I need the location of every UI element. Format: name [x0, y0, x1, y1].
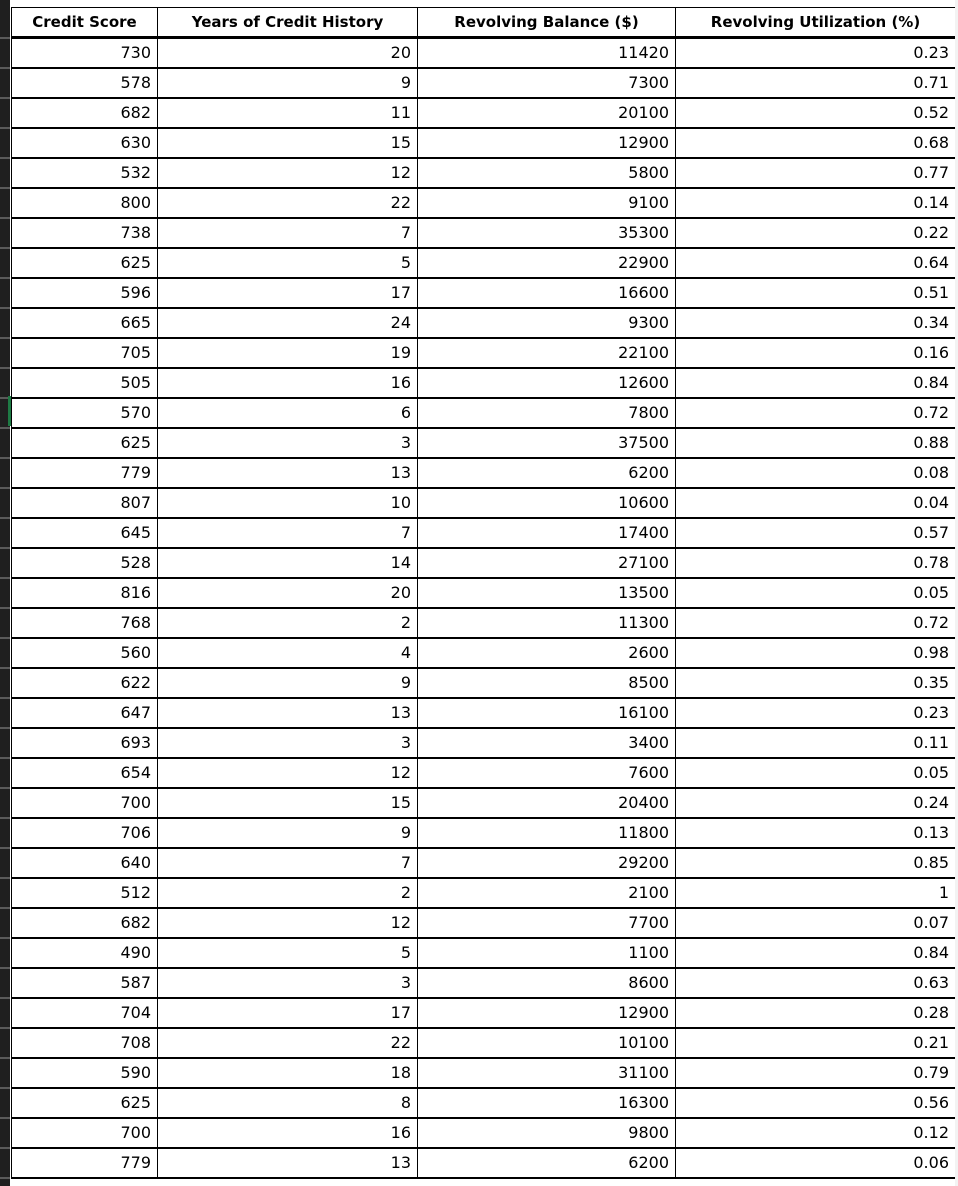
cell-revolving-balance[interactable]: 16600: [418, 278, 676, 308]
cell-revolving-utilization[interactable]: 0.28: [676, 998, 956, 1028]
table-row: [12, 458, 956, 488]
cell-credit-score[interactable]: 590: [12, 1058, 158, 1088]
cell-years-credit-history[interactable]: 12: [158, 908, 418, 938]
cell-credit-score[interactable]: 570: [12, 398, 158, 428]
header-row: [12, 8, 956, 38]
table-row: [12, 908, 956, 938]
cell-revolving-balance[interactable]: 7300: [418, 68, 676, 98]
cell-revolving-balance[interactable]: 12600: [418, 368, 676, 398]
table-row: [12, 638, 956, 668]
cell-credit-score[interactable]: 705: [12, 338, 158, 368]
row-separator: [0, 547, 10, 549]
cell-revolving-utilization[interactable]: 0.72: [676, 608, 956, 638]
cell-revolving-balance[interactable]: 12900: [418, 998, 676, 1028]
table-row: [12, 1118, 956, 1148]
cell-credit-score[interactable]: 682: [12, 908, 158, 938]
table-row: [12, 488, 956, 518]
cell-revolving-balance[interactable]: 8600: [418, 968, 676, 998]
cell-revolving-utilization[interactable]: 0.52: [676, 98, 956, 128]
cell-revolving-utilization[interactable]: 0.12: [676, 1118, 956, 1148]
cell-revolving-utilization[interactable]: 0.51: [676, 278, 956, 308]
cell-revolving-balance[interactable]: 13500: [418, 578, 676, 608]
table-row: [12, 608, 956, 638]
cell-credit-score[interactable]: 587: [12, 968, 158, 998]
row-separator: [0, 877, 10, 879]
cell-revolving-balance[interactable]: 22900: [418, 248, 676, 278]
cell-revolving-utilization[interactable]: 0.71: [676, 68, 956, 98]
cell-credit-score[interactable]: 596: [12, 278, 158, 308]
row-separator: [0, 667, 10, 669]
table-row: [12, 248, 956, 278]
row-separator: [0, 307, 10, 309]
cell-revolving-balance[interactable]: 8500: [418, 668, 676, 698]
cell-credit-score[interactable]: 704: [12, 998, 158, 1028]
cell-years-credit-history[interactable]: 20: [158, 38, 418, 69]
table-row: [12, 1088, 956, 1118]
cell-credit-score[interactable]: 738: [12, 218, 158, 248]
table-row: [12, 548, 956, 578]
cell-credit-score[interactable]: 528: [12, 548, 158, 578]
cell-credit-score[interactable]: 693: [12, 728, 158, 758]
table-row: [12, 398, 956, 428]
row-header-gutter[interactable]: [0, 0, 10, 1186]
cell-revolving-balance[interactable]: 37500: [418, 428, 676, 458]
table-row: [12, 68, 956, 98]
row-separator: [0, 1027, 10, 1029]
row-separator: [0, 367, 10, 369]
cell-revolving-utilization[interactable]: 0.05: [676, 758, 956, 788]
cell-revolving-utilization[interactable]: 0.84: [676, 368, 956, 398]
cell-revolving-utilization[interactable]: 0.72: [676, 398, 956, 428]
cell-revolving-balance[interactable]: 6200: [418, 1148, 676, 1178]
table-row: [12, 788, 956, 818]
cell-credit-score[interactable]: 625: [12, 248, 158, 278]
cell-revolving-balance[interactable]: 20400: [418, 788, 676, 818]
cell-credit-score[interactable]: 560: [12, 638, 158, 668]
cell-revolving-utilization[interactable]: 0.64: [676, 248, 956, 278]
header-revolving-utilization[interactable]: Revolving Utilization (%): [676, 8, 956, 38]
cell-years-credit-history[interactable]: 15: [158, 788, 418, 818]
cell-years-credit-history[interactable]: 12: [158, 158, 418, 188]
cell-revolving-balance[interactable]: 17400: [418, 518, 676, 548]
cell-credit-score[interactable]: 700: [12, 1118, 158, 1148]
cell-credit-score[interactable]: 505: [12, 368, 158, 398]
row-separator: [0, 457, 10, 459]
cell-revolving-utilization[interactable]: 0.85: [676, 848, 956, 878]
cell-years-credit-history[interactable]: 19: [158, 338, 418, 368]
table-row: [12, 278, 956, 308]
table-row: [12, 38, 956, 69]
header-revolving-balance[interactable]: Revolving Balance ($): [418, 8, 676, 38]
table-row: [12, 518, 956, 548]
cell-credit-score[interactable]: 532: [12, 158, 158, 188]
cell-revolving-balance[interactable]: 11420: [418, 38, 676, 69]
cell-years-credit-history[interactable]: 13: [158, 458, 418, 488]
cell-revolving-utilization[interactable]: 0.21: [676, 1028, 956, 1058]
row-separator: [0, 757, 10, 759]
table-row: [12, 668, 956, 698]
cell-credit-score[interactable]: 779: [12, 1148, 158, 1178]
cell-credit-score[interactable]: 706: [12, 818, 158, 848]
cell-revolving-utilization[interactable]: 0.23: [676, 38, 956, 69]
table-row: [12, 128, 956, 158]
table-row: [12, 848, 956, 878]
row-separator: [0, 997, 10, 999]
cell-credit-score[interactable]: 578: [12, 68, 158, 98]
cell-years-credit-history[interactable]: 5: [158, 248, 418, 278]
row-separator: [0, 727, 10, 729]
cell-years-credit-history[interactable]: 17: [158, 278, 418, 308]
cell-revolving-utilization[interactable]: 0.34: [676, 308, 956, 338]
cell-credit-score[interactable]: 645: [12, 518, 158, 548]
cell-years-credit-history[interactable]: 22: [158, 1028, 418, 1058]
cell-credit-score[interactable]: 665: [12, 308, 158, 338]
cell-revolving-balance[interactable]: 10100: [418, 1028, 676, 1058]
cell-revolving-utilization[interactable]: 0.24: [676, 788, 956, 818]
table-body: [12, 38, 956, 1179]
table-row: [12, 1028, 956, 1058]
table-row: [12, 698, 956, 728]
row-separator: [0, 1147, 10, 1149]
row-separator: [0, 67, 10, 69]
cell-years-credit-history[interactable]: 4: [158, 638, 418, 668]
cell-revolving-utilization[interactable]: 0.56: [676, 1088, 956, 1118]
cell-years-credit-history[interactable]: 6: [158, 398, 418, 428]
row-separator: [0, 97, 10, 99]
cell-revolving-utilization[interactable]: 0.57: [676, 518, 956, 548]
row-separator: [0, 1117, 10, 1119]
cell-years-credit-history[interactable]: 2: [158, 878, 418, 908]
cell-revolving-balance[interactable]: 3400: [418, 728, 676, 758]
row-separator: [0, 517, 10, 519]
row-separator: [0, 787, 10, 789]
cell-years-credit-history[interactable]: 16: [158, 1118, 418, 1148]
table-row: [12, 818, 956, 848]
cell-credit-score[interactable]: 625: [12, 428, 158, 458]
row-separator: [0, 907, 10, 909]
cell-years-credit-history[interactable]: 14: [158, 548, 418, 578]
cell-credit-score[interactable]: 779: [12, 458, 158, 488]
row-separator: [0, 607, 10, 609]
cell-years-credit-history[interactable]: 17: [158, 998, 418, 1028]
table-row: [12, 218, 956, 248]
cell-revolving-balance[interactable]: 2100: [418, 878, 676, 908]
data-table: [11, 7, 956, 1179]
row-separator: [0, 637, 10, 639]
cell-credit-score[interactable]: 630: [12, 128, 158, 158]
table-row: [12, 728, 956, 758]
cell-years-credit-history[interactable]: 15: [158, 128, 418, 158]
header-credit-score[interactable]: Credit Score: [12, 8, 158, 38]
cell-revolving-balance[interactable]: 12900: [418, 128, 676, 158]
cell-revolving-balance[interactable]: 5800: [418, 158, 676, 188]
cell-revolving-balance[interactable]: 7700: [418, 908, 676, 938]
cell-years-credit-history[interactable]: 16: [158, 368, 418, 398]
cell-years-credit-history[interactable]: 8: [158, 1088, 418, 1118]
cell-credit-score[interactable]: 647: [12, 698, 158, 728]
cell-years-credit-history[interactable]: 18: [158, 1058, 418, 1088]
cell-credit-score[interactable]: 622: [12, 668, 158, 698]
cell-revolving-balance[interactable]: 9100: [418, 188, 676, 218]
cell-credit-score[interactable]: 730: [12, 38, 158, 69]
cell-revolving-utilization[interactable]: 0.63: [676, 968, 956, 998]
cell-years-credit-history[interactable]: 7: [158, 218, 418, 248]
cell-credit-score[interactable]: 654: [12, 758, 158, 788]
row-separator: [0, 427, 10, 429]
table-row: [12, 98, 956, 128]
cell-revolving-utilization[interactable]: 0.22: [676, 218, 956, 248]
cell-revolving-utilization[interactable]: 0.84: [676, 938, 956, 968]
cell-revolving-balance[interactable]: 11300: [418, 608, 676, 638]
cell-years-credit-history[interactable]: 20: [158, 578, 418, 608]
cell-revolving-balance[interactable]: 16100: [418, 698, 676, 728]
cell-years-credit-history[interactable]: 7: [158, 848, 418, 878]
cell-years-credit-history[interactable]: 2: [158, 608, 418, 638]
cell-revolving-balance[interactable]: 7600: [418, 758, 676, 788]
table-row: [12, 1148, 956, 1178]
cell-credit-score[interactable]: 800: [12, 188, 158, 218]
table-row: [12, 758, 956, 788]
table-row: [12, 878, 956, 908]
row-separator: [0, 487, 10, 489]
cell-revolving-balance[interactable]: 1100: [418, 938, 676, 968]
cell-revolving-utilization[interactable]: 0.11: [676, 728, 956, 758]
cell-revolving-utilization[interactable]: 0.07: [676, 908, 956, 938]
cell-revolving-utilization[interactable]: 0.98: [676, 638, 956, 668]
cell-credit-score[interactable]: 512: [12, 878, 158, 908]
row-separator: [0, 277, 10, 279]
cell-years-credit-history[interactable]: 9: [158, 818, 418, 848]
row-separator: [0, 577, 10, 579]
row-separator: [0, 187, 10, 189]
cell-revolving-balance[interactable]: 10600: [418, 488, 676, 518]
table-row: [12, 188, 956, 218]
cell-revolving-utilization[interactable]: 1: [676, 878, 956, 908]
cell-years-credit-history[interactable]: 5: [158, 938, 418, 968]
cell-revolving-balance[interactable]: 31100: [418, 1058, 676, 1088]
cell-credit-score[interactable]: 708: [12, 1028, 158, 1058]
table-row: [12, 428, 956, 458]
cell-credit-score[interactable]: 768: [12, 608, 158, 638]
row-separator: [0, 967, 10, 969]
row-separator: [0, 127, 10, 129]
cell-revolving-balance[interactable]: 16300: [418, 1088, 676, 1118]
cell-years-credit-history[interactable]: 3: [158, 428, 418, 458]
cell-credit-score[interactable]: 640: [12, 848, 158, 878]
cell-credit-score[interactable]: 700: [12, 788, 158, 818]
cell-revolving-utilization[interactable]: 0.08: [676, 458, 956, 488]
cell-years-credit-history[interactable]: 10: [158, 488, 418, 518]
cell-years-credit-history[interactable]: 24: [158, 308, 418, 338]
cell-revolving-utilization[interactable]: 0.35: [676, 668, 956, 698]
cell-years-credit-history[interactable]: 13: [158, 1148, 418, 1178]
row-separator: [0, 1177, 10, 1179]
row-separator: [0, 817, 10, 819]
row-separator: [0, 157, 10, 159]
cell-revolving-utilization[interactable]: 0.77: [676, 158, 956, 188]
cell-years-credit-history[interactable]: 3: [158, 968, 418, 998]
cell-years-credit-history[interactable]: 9: [158, 668, 418, 698]
cell-credit-score[interactable]: 682: [12, 98, 158, 128]
row-separator: [0, 37, 10, 39]
cell-revolving-balance[interactable]: 20100: [418, 98, 676, 128]
cell-revolving-balance[interactable]: 6200: [418, 458, 676, 488]
cell-revolving-utilization[interactable]: 0.23: [676, 698, 956, 728]
cell-revolving-utilization[interactable]: 0.16: [676, 338, 956, 368]
cell-revolving-utilization[interactable]: 0.68: [676, 128, 956, 158]
cell-years-credit-history[interactable]: 13: [158, 698, 418, 728]
table-row: [12, 968, 956, 998]
row-separator: [0, 337, 10, 339]
table-row: [12, 338, 956, 368]
cell-revolving-utilization[interactable]: 0.78: [676, 548, 956, 578]
table-row: [12, 578, 956, 608]
cell-revolving-balance[interactable]: 35300: [418, 218, 676, 248]
row-separator: [0, 847, 10, 849]
cell-credit-score[interactable]: 625: [12, 1088, 158, 1118]
cell-revolving-balance[interactable]: 22100: [418, 338, 676, 368]
table-row: [12, 938, 956, 968]
cell-years-credit-history[interactable]: 9: [158, 68, 418, 98]
cell-revolving-balance[interactable]: 9300: [418, 308, 676, 338]
cell-years-credit-history[interactable]: 11: [158, 98, 418, 128]
table-row: [12, 998, 956, 1028]
table-row: [12, 368, 956, 398]
row-separator: [0, 1087, 10, 1089]
header-years-credit-history[interactable]: Years of Credit History: [158, 8, 418, 38]
cell-revolving-utilization[interactable]: 0.05: [676, 578, 956, 608]
table-row: [12, 308, 956, 338]
cell-revolving-utilization[interactable]: 0.88: [676, 428, 956, 458]
table-row: [12, 158, 956, 188]
cell-revolving-utilization[interactable]: 0.04: [676, 488, 956, 518]
row-separator: [0, 937, 10, 939]
cell-years-credit-history[interactable]: 3: [158, 728, 418, 758]
cell-years-credit-history[interactable]: 7: [158, 518, 418, 548]
cell-revolving-utilization[interactable]: 0.06: [676, 1148, 956, 1178]
cell-revolving-balance[interactable]: 2600: [418, 638, 676, 668]
cell-revolving-utilization[interactable]: 0.14: [676, 188, 956, 218]
row-separator: [0, 697, 10, 699]
cell-revolving-balance[interactable]: 9800: [418, 1118, 676, 1148]
cell-revolving-utilization[interactable]: 0.13: [676, 818, 956, 848]
row-separator: [0, 217, 10, 219]
cell-years-credit-history[interactable]: 12: [158, 758, 418, 788]
cell-credit-score[interactable]: 816: [12, 578, 158, 608]
cell-credit-score[interactable]: 807: [12, 488, 158, 518]
cell-revolving-balance[interactable]: 11800: [418, 818, 676, 848]
cell-credit-score[interactable]: 490: [12, 938, 158, 968]
table-row: [12, 1058, 956, 1088]
cell-years-credit-history[interactable]: 22: [158, 188, 418, 218]
cell-revolving-balance[interactable]: 27100: [418, 548, 676, 578]
cell-revolving-balance[interactable]: 29200: [418, 848, 676, 878]
cell-revolving-balance[interactable]: 7800: [418, 398, 676, 428]
row-separator: [0, 247, 10, 249]
row-separator: [0, 1057, 10, 1059]
cell-revolving-utilization[interactable]: 0.79: [676, 1058, 956, 1088]
